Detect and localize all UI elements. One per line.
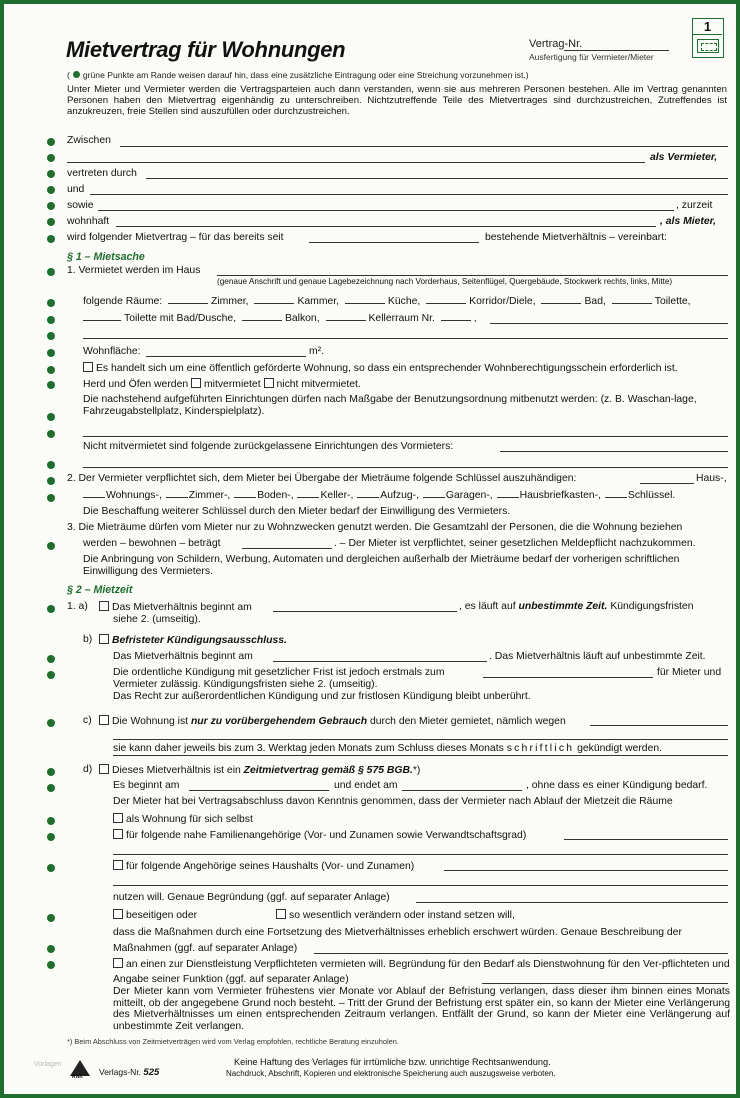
marker-dot [47, 784, 55, 792]
marker-dot [47, 817, 55, 825]
option-b-unbestimmt: . Das Mietverhältnis läuft auf unbestimmte Zeit. [489, 651, 706, 662]
option-b-fuer: für Mieter und [657, 667, 722, 678]
subsidized-option[interactable]: Es handelt sich um eine öffentlich geförderte Wohnung, so dass ein entsprechender Wohnberechtigungsschein erforderlich ist. [83, 362, 678, 374]
marker-dot [47, 170, 55, 178]
marker-dot [47, 494, 55, 502]
marker-dot [47, 961, 55, 969]
landlord-field[interactable] [120, 146, 728, 147]
marker-dot [47, 349, 55, 357]
marker-dot [47, 235, 55, 243]
shared-facilities-text: Die nachstehend aufgeführten Einrichtungen dürfen nach Maßgabe der Benutzungsordnung mitbenutzt werden: (z. B. Waschan-lage, Fahrzeugabstellplatz, Kinderspielplatz). [83, 394, 697, 417]
page-badge [692, 18, 724, 58]
option-d-kenntnis: Der Mieter hat bei Vertragsabschluss davon Kenntnis genommen, dass der Vermieter nach Ablauf der Mietzeit die Räume [113, 796, 673, 807]
zwischen-label: Zwischen [67, 135, 111, 146]
own-use-option[interactable]: als Wohnung für sich selbst [113, 813, 253, 825]
publisher-number: Verlags-Nr. 525 [99, 1067, 160, 1078]
option-d-end-label: und endet am [334, 780, 398, 791]
rooms-line-2: Toilette mit Bad/Dusche, Balkon, Kellerraum Nr. , [83, 313, 477, 324]
liability-note: Keine Haftung des Verlages für irrtümliche bzw. unrichtige Rechtsanwendung. [234, 1057, 551, 1067]
residence-field[interactable] [116, 226, 656, 227]
marker-dot [47, 719, 55, 727]
service-field[interactable] [482, 983, 728, 984]
als-vermieter-label: als Vermieter, [650, 152, 718, 163]
option-b-start-label: Das Mietverhältnis beginnt am [113, 651, 253, 662]
green-dot-icon [73, 71, 80, 78]
intro-text: Unter Mieter und Vermieter werden die Vertragsparteien auch dann verstanden, wenn sie aus mehreren Personen bestehen. Alle im Vertrag genannten Personen haben den Mietvertrag eigenhändig zu unterschreiben. Nichtzutreffende Teile des Mietvertrages sind durchzustreichen, Zutreffendes ist anzukreuzen, freie Stellen sind auszufüllen oder durchzustreichen. [67, 84, 727, 117]
option-a-checkbox[interactable] [99, 601, 109, 611]
item-3-text: 3. Die Mieträume dürfen vom Mieter nur zu Wohnzwecken genutzt werden. Die Gesamtzahl der Personen, die die Wohnung beziehen [67, 522, 683, 533]
marker-dot [47, 864, 55, 872]
separator-line [113, 755, 728, 756]
marker-dot [47, 186, 55, 194]
item-d-label: d) [83, 764, 93, 775]
marker-dot [47, 430, 55, 438]
option-a-rest: , es läuft auf unbestimmte Zeit. Kündigungsfristen [459, 601, 694, 612]
existing-since-field[interactable] [309, 242, 479, 243]
m2-label: m². [309, 346, 325, 357]
rooms-extra-field[interactable] [490, 323, 728, 324]
family-option[interactable]: für folgende nahe Familienangehörige (Vor- und Zunamen sowie Verwandtschaftsgrad) [113, 829, 526, 841]
rooms-extra-line[interactable] [83, 338, 728, 339]
modify-option[interactable]: so wesentlich verändern oder instand setzen will, [276, 909, 515, 921]
house-key-field[interactable] [640, 483, 694, 484]
household-field-2[interactable] [113, 885, 728, 886]
tenant-field[interactable] [90, 194, 728, 195]
marker-dot [47, 202, 55, 210]
marker-dot [47, 477, 55, 485]
start-date-b-field[interactable] [273, 661, 487, 662]
own-use-checkbox[interactable] [113, 813, 123, 823]
option-c-checkbox[interactable] [99, 715, 109, 725]
occupants-label: werden – bewohnen – beträgt [83, 538, 221, 549]
publisher-logo-text: RNK [72, 1074, 83, 1080]
option-d[interactable]: Dieses Mietverhältnis ist ein Zeitmietvertrag gemäß § 575 BGB.*) [99, 764, 420, 776]
option-b[interactable]: Befristeter Kündigungsausschluss. [99, 634, 287, 646]
end-date-d-field[interactable] [402, 790, 522, 791]
registration-text: . – Der Mieter ist verpflichtet, seiner gesetzlichen Meldepflicht nachzukommen. [334, 538, 696, 549]
option-b-checkbox[interactable] [99, 634, 109, 644]
first-termination-date-field[interactable] [483, 677, 653, 678]
option-d-ohne: , ohne dass es einer Kündigung bedarf. [526, 780, 708, 791]
section-1-title: § 1 – Mietsache [67, 251, 145, 263]
zurzeit-label: , zurzeit [676, 200, 713, 211]
family-field-2[interactable] [113, 854, 728, 855]
address-hint: (genaue Anschrift und genaue Lagebezeichnung nach Vorderhaus, Seitenflügel, Quergebäude, Stockwerk rechts, links, Mitte) [217, 277, 673, 286]
household-option[interactable]: für folgende Angehörige seines Haushalts (Vor- und Zunamen) [113, 860, 414, 872]
living-area-field[interactable] [146, 356, 306, 357]
family-field[interactable] [564, 839, 728, 840]
option-d-massnahmen: dass die Maßnahmen durch eine Fortsetzung des Mietverhältnisses erheblich erschwert würden. Genaue Beschreibung der Maßnahmen (ggf. auf separater Anlage) [113, 927, 682, 954]
marker-dot [47, 154, 55, 162]
marker-dot [47, 655, 55, 663]
measures-field[interactable] [314, 953, 728, 954]
marker-dot [47, 299, 55, 307]
marker-dot [47, 833, 55, 841]
form-paper [4, 4, 736, 1094]
shared-facilities-field[interactable] [83, 436, 728, 437]
not-rented-field-2[interactable] [83, 467, 728, 468]
marker-dot [47, 316, 55, 324]
keys-line: Wohnungs-, Zimmer-, Boden-, Keller-, Aufzug-, Garagen-, Hausbriefkasten-, Schlüssel. [83, 490, 675, 501]
vertreten-label: vertreten durch [67, 168, 137, 179]
not-rented-field[interactable] [500, 451, 728, 452]
marker-dot [47, 332, 55, 340]
option-b-recht: Das Recht zur außerordentlichen Kündigung und zur fristlosen Kündigung bleibt unberührt. [113, 691, 531, 702]
temporary-reason-field[interactable] [590, 725, 728, 726]
marker-dot [47, 218, 55, 226]
item-1-label: 1. Vermietet werden im Haus [67, 265, 201, 276]
green-dot-note: ( grüne Punkte am Rande weisen darauf hin, dass eine zusätzliche Eintragung oder eine Streichung vorzunehmen ist.) [67, 70, 529, 80]
landlord-field-2[interactable] [67, 162, 645, 163]
wohnhaft-label: wohnhaft [67, 216, 110, 227]
marker-dot [47, 945, 55, 953]
option-b-kuendigung: Die ordentliche Kündigung mit gesetzlicher Frist ist jedoch erstmals zum [113, 667, 445, 678]
household-checkbox[interactable] [113, 860, 123, 870]
item-b-label: b) [83, 634, 93, 645]
item-1a-label: 1. a) [67, 601, 88, 612]
marker-dot [47, 605, 55, 613]
family-checkbox[interactable] [113, 829, 123, 839]
subsidized-checkbox[interactable] [83, 362, 93, 372]
keyboard-icon [697, 39, 719, 53]
marker-dot [47, 268, 55, 276]
option-a-note: siehe 2. (umseitig). [113, 614, 201, 625]
footnote: *) Beim Abschluss von Zeitmietverträgen wird vom Verlag empfohlen, rechtliche Beratung einzuholen. [67, 1037, 399, 1046]
option-d-start-label: Es beginnt am [113, 780, 180, 791]
stove-not-rented-checkbox[interactable] [264, 378, 274, 388]
section-2-title: § 2 – Mietzeit [67, 584, 133, 596]
marker-dot [47, 413, 55, 421]
tenant-field-2[interactable] [98, 210, 674, 211]
marker-dot [47, 138, 55, 146]
option-c[interactable]: Die Wohnung ist nur zu vorübergehendem Gebrauch durch den Mieter gemietet, nämlich wegen [99, 715, 566, 727]
contract-number-field[interactable] [564, 50, 669, 51]
marker-dot [47, 671, 55, 679]
start-date-d-field[interactable] [189, 790, 329, 791]
extra-keys-text: Die Beschaffung weiterer Schlüssel durch den Mieter bedarf der Einwilligung des Vermieters. [83, 506, 511, 517]
marker-dot [47, 768, 55, 776]
haus-label: Haus-, [696, 473, 727, 484]
rooms-line: folgende Räume: Zimmer, Kammer, Küche, Korridor/Diele, Bad, Toilette, [83, 296, 691, 307]
not-rented-label: Nicht mitvermietet sind folgende zurückgelassene Einrichtungen des Vormieters: [83, 441, 454, 452]
sowie-label: sowie [67, 200, 94, 211]
contract-number-label: Vertrag-Nr. [529, 38, 583, 50]
option-b-vermieter: Vermieter zulässig. Kündigungsfristen siehe 2. (umseitig). [113, 679, 378, 690]
stove-line: Herd und Öfen werden mitvermietet nicht mitvermietet. [83, 379, 361, 390]
justification-field[interactable] [416, 902, 728, 903]
page-number: 1 [693, 19, 722, 35]
marker-dot [47, 381, 55, 389]
und-label: und [67, 184, 85, 195]
marker-dot [47, 461, 55, 469]
copy-label: Ausfertigung für Vermieter/Mieter [529, 52, 654, 62]
contract-intro-a: wird folgender Mietvertrag – für das bereits seit [67, 232, 284, 243]
copyright-note: Nachdruck, Abschrift, Kopieren und elektronische Speicherung auch auszugsweise verboten. [226, 1069, 556, 1078]
remove-checkbox[interactable] [113, 909, 123, 919]
remove-option[interactable]: beseitigen oder [113, 909, 197, 921]
service-option[interactable]: an einen zur Dienstleistung Verpflichteten vermieten will. Begründung für den Bedarf als Dienstwohnung für den Ver-pflichteten und Angabe seiner Funktion (ggf. auf separater Anlage) [113, 959, 730, 985]
contract-intro-b: bestehende Mietverhältnis – vereinbart: [485, 232, 667, 243]
watermark: Vorlagen [34, 1061, 62, 1068]
option-a[interactable]: Das Mietverhältnis beginnt am [99, 601, 252, 613]
start-date-a-field[interactable] [273, 611, 457, 612]
marker-dot [47, 914, 55, 922]
marker-dot [47, 542, 55, 550]
page-title: Mietvertrag für Wohnungen [66, 37, 346, 62]
option-d-nutzen: nutzen will. Genaue Begründung (ggf. auf separater Anlage) [113, 892, 390, 903]
living-area-label: Wohnfläche: [83, 346, 141, 357]
item-2-label: 2. Der Vermieter verpflichtet sich, dem Mieter bei Übergabe der Mieträume folgende Schlüssel auszuhändigen: [67, 473, 577, 484]
representative-field[interactable] [146, 178, 728, 179]
item-c-label: c) [83, 715, 92, 726]
option-d-verlangen: Der Mieter kann vom Vermieter frühestens vier Monate vor Ablauf der Befristung verlangen, dass dieser ihm binnen eines Monats mitteilt, ob der angegebene Grund noch besteht. – Tritt der Grund der Befristung erst später ein, so kann der Mieter eine Verlängerung des Mietverhältnisses um einen entsprechenden Zeitraum verlangen. Entfällt der Grund, so kann der Mieter eine Verlängerung auf unbestimmte Zeit verlangen. [113, 986, 730, 1032]
household-field[interactable] [444, 870, 728, 871]
als-mieter-label: , als Mieter, [660, 216, 717, 227]
option-c-termination: sie kann daher jeweils bis zum 3. Werktag jeden Monats zum Schluss dieses Monats schriftlich gekündigt werden. [113, 743, 663, 754]
marker-dot [47, 366, 55, 374]
occupants-field[interactable] [242, 548, 332, 549]
option-d-checkbox[interactable] [99, 764, 109, 774]
service-checkbox[interactable] [113, 958, 123, 968]
temporary-reason-field-2[interactable] [113, 739, 728, 740]
house-address-field[interactable] [217, 275, 728, 276]
signs-text: Die Anbringung von Schildern, Werbung, Automaten und dergleichen außerhalb der Mieträume bedarf der vorherigen schriftlichen Einwilligung des Vermieters. [83, 554, 680, 577]
modify-checkbox[interactable] [276, 909, 286, 919]
stove-rented-checkbox[interactable] [191, 378, 201, 388]
